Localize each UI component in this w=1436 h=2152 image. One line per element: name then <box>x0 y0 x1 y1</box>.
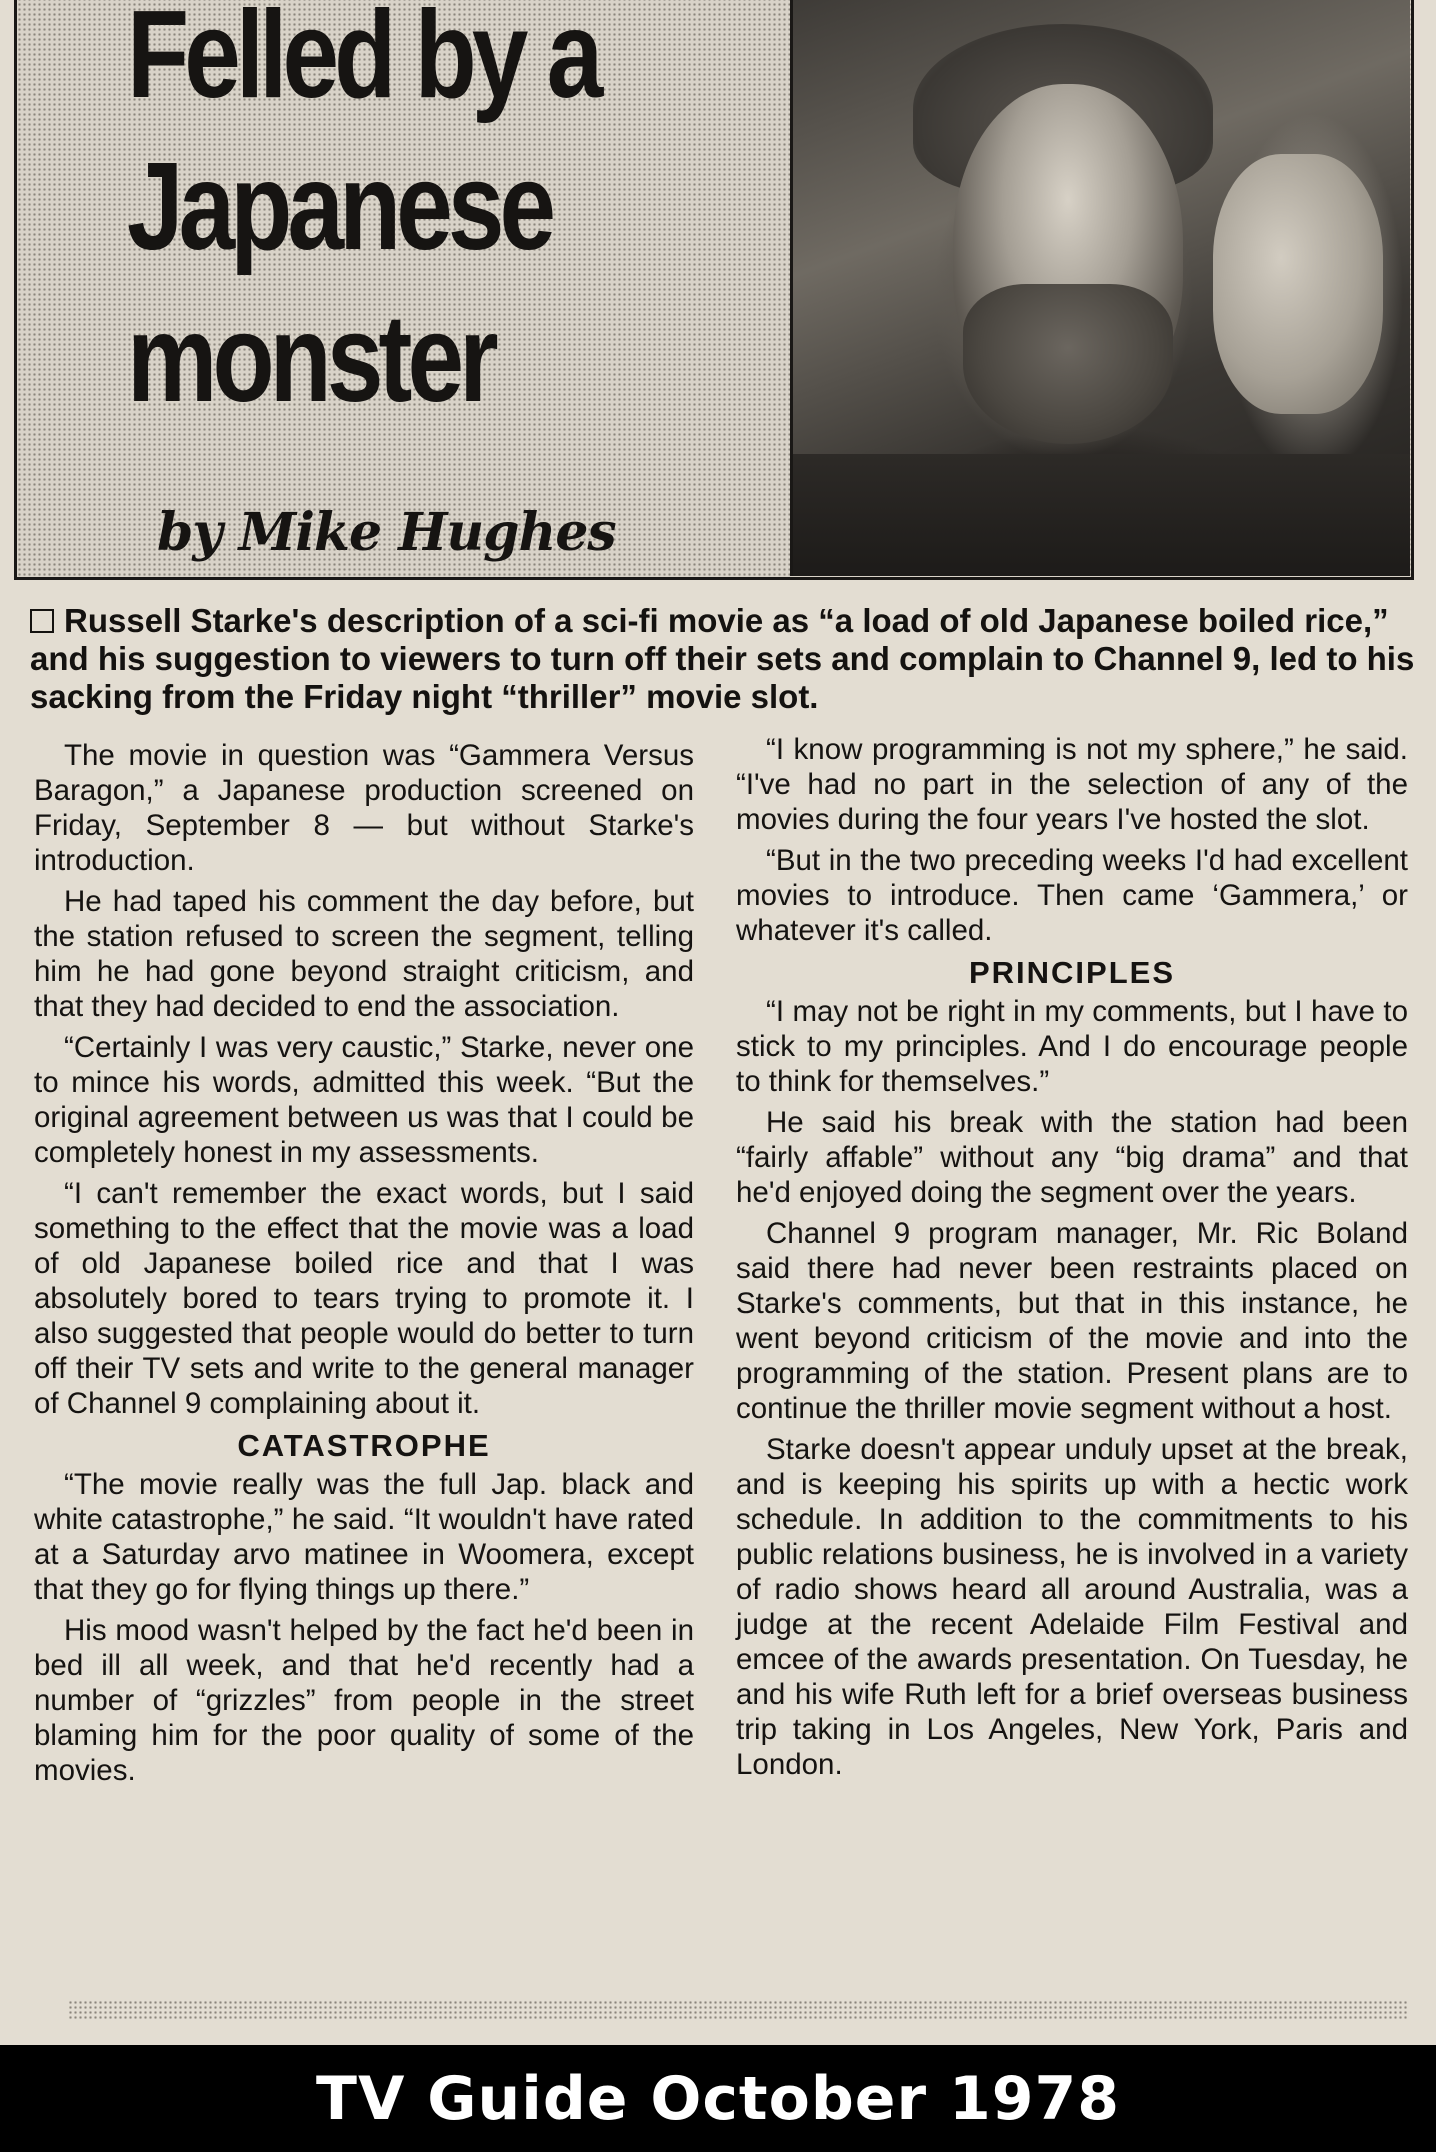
byline: by Mike Hughes <box>157 502 616 563</box>
right-paragraph-3: “I may not be right in my comments, but I have to stick to my principles. And I do encourage people to think for themselves.” <box>736 995 1408 1098</box>
portrait-photo <box>790 0 1410 576</box>
subhead-principles: PRINCIPLES <box>968 955 1176 990</box>
photo-shirt <box>793 454 1410 576</box>
caption-text: TV Guide October 1978 <box>316 2063 1120 2134</box>
photo-beard <box>963 284 1173 444</box>
subhead-catastrophe: CATASTROPHE <box>237 1428 491 1463</box>
left-paragraph-1: The movie in question was “Gammera Versus Baragon,” a Japanese production screened on Friday, September 8 — but without Starke's introduction. <box>34 739 694 877</box>
left-column <box>34 738 694 1794</box>
left-paragraph-6: His mood wasn't helped by the fact he'd been in bed ill all week, and that he'd recently had a number of “grizzles” from people in the street blaming him for the poor quality of some of the movies. <box>34 1614 694 1787</box>
lead-text: Russell Starke's description of a sci-fi movie as “a load of old Japanese boiled rice,” and his suggestion to viewers to turn off their sets and complain to Channel 9, led to his sacking from the Friday night “thriller” movie slot. <box>30 602 1415 715</box>
headline-line-1: Felled by a <box>127 0 599 124</box>
headline <box>127 0 635 435</box>
right-paragraph-5: Channel 9 program manager, Mr. Ric Boland said there had never been restraints placed on Starke's comments, but that in this instance, he went beyond criticism of the movie and into the programming of the station. Present plans are to continue the thriller movie segment without a host. <box>736 1217 1408 1425</box>
left-paragraph-2: He had taped his comment the day before, but the station refused to screen the segment, telling him he had gone beyond straight criticism, and that they had decided to end the association. <box>34 885 694 1023</box>
headline-line-3: monster <box>127 290 494 428</box>
left-paragraph-3: “Certainly I was very caustic,” Starke, never one to mince his words, admitted this week. “But the original agreement between us was that I could be completely honest in my assessments. <box>34 1031 694 1169</box>
photo-hand <box>1213 154 1383 414</box>
headline-line-2: Japanese <box>127 138 552 276</box>
right-paragraph-6: Starke doesn't appear unduly upset at the break, and is keeping his spirits up with a hectic work schedule. In addition to the commitments to his public relations business, he is involved in a variety of radio shows heard all around Australia, was a judge at the recent Adelaide Film Festival and emcee of the awards presentation. On Tuesday, he and his wife Ruth left for a brief overseas business trip taking in Los Angeles, New York, Paris and London. <box>736 1433 1408 1781</box>
bottom-halftone-rule <box>68 2000 1408 2020</box>
left-paragraph-5: “The movie really was the full Jap. black and white catastrophe,” he said. “It wouldn't have rated at a Saturday arvo matinee in Woomera, except that they go for flying things up there.” <box>34 1468 694 1606</box>
left-paragraph-4: “I can't remember the exact words, but I said something to the effect that the movie was a load of old Japanese boiled rice and that I was absolutely bored to tears trying to promote it. I also suggested that people would do better to turn off their TV sets and write to the general manager of Channel 9 complaining about it. <box>34 1177 694 1420</box>
caption-bar <box>0 2045 1436 2152</box>
lead-paragraph <box>30 602 1420 716</box>
right-paragraph-4: He said his break with the station had been “fairly affable” without any “big drama” and that he'd enjoyed doing the segment over the years. <box>736 1106 1408 1209</box>
right-paragraph-2: “But in the two preceding weeks I'd had excellent movies to introduce. Then came ‘Gammera,’ or whatever it's called. <box>736 844 1408 947</box>
bullet-box-icon <box>30 609 54 633</box>
right-column <box>736 732 1408 1788</box>
right-paragraph-1: “I know programming is not my sphere,” he said. “I've had no part in the selection of any of the movies during the four years I've hosted the slot. <box>736 733 1408 836</box>
